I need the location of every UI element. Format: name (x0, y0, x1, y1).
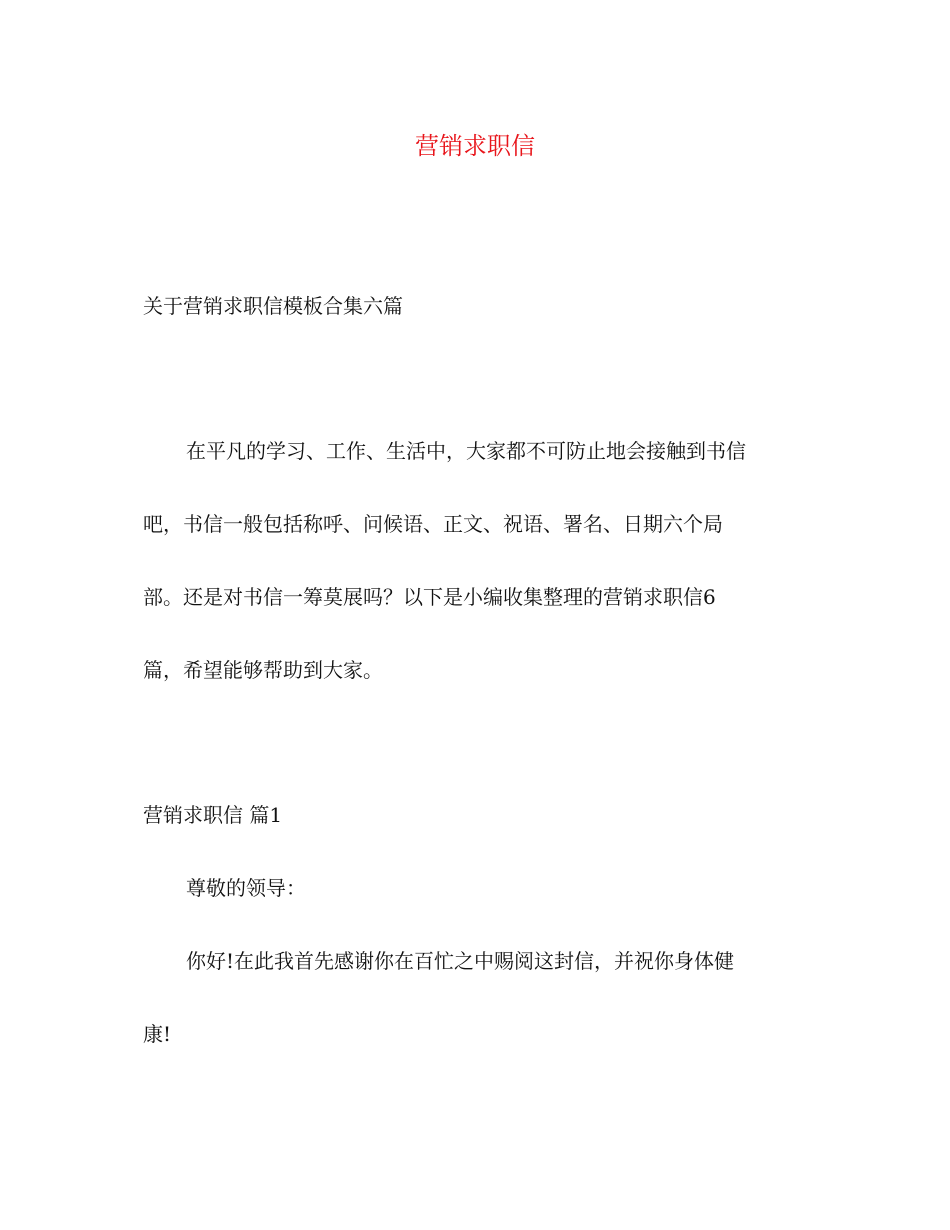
intro-line: 篇，希望能够帮助到大家。 (143, 658, 383, 682)
document-subtitle: 关于营销求职信模板合集六篇 (143, 294, 403, 318)
letter-greeting: 尊敬的领导： (186, 876, 306, 900)
document-title: 营销求职信 (415, 132, 535, 160)
letter-body-paragraph (143, 946, 803, 1092)
intro-line: 吧，书信一般包括称呼、问候语、正文、祝语、署名、日期六个局 (143, 512, 723, 536)
intro-line: 部。还是对书信一筹莫展吗？以下是小编收集整理的营销求职信6 (143, 585, 716, 609)
intro-paragraph (143, 436, 803, 728)
section-heading: 营销求职信 篇1 (143, 803, 283, 827)
body-line: 康! (143, 1022, 172, 1046)
body-line: 你好!在此我首先感谢你在百忙之中赐阅这封信，并祝你身体健 (186, 949, 735, 973)
intro-line: 在平凡的学习、工作、生活中，大家都不可防止地会接触到书信 (186, 439, 746, 463)
